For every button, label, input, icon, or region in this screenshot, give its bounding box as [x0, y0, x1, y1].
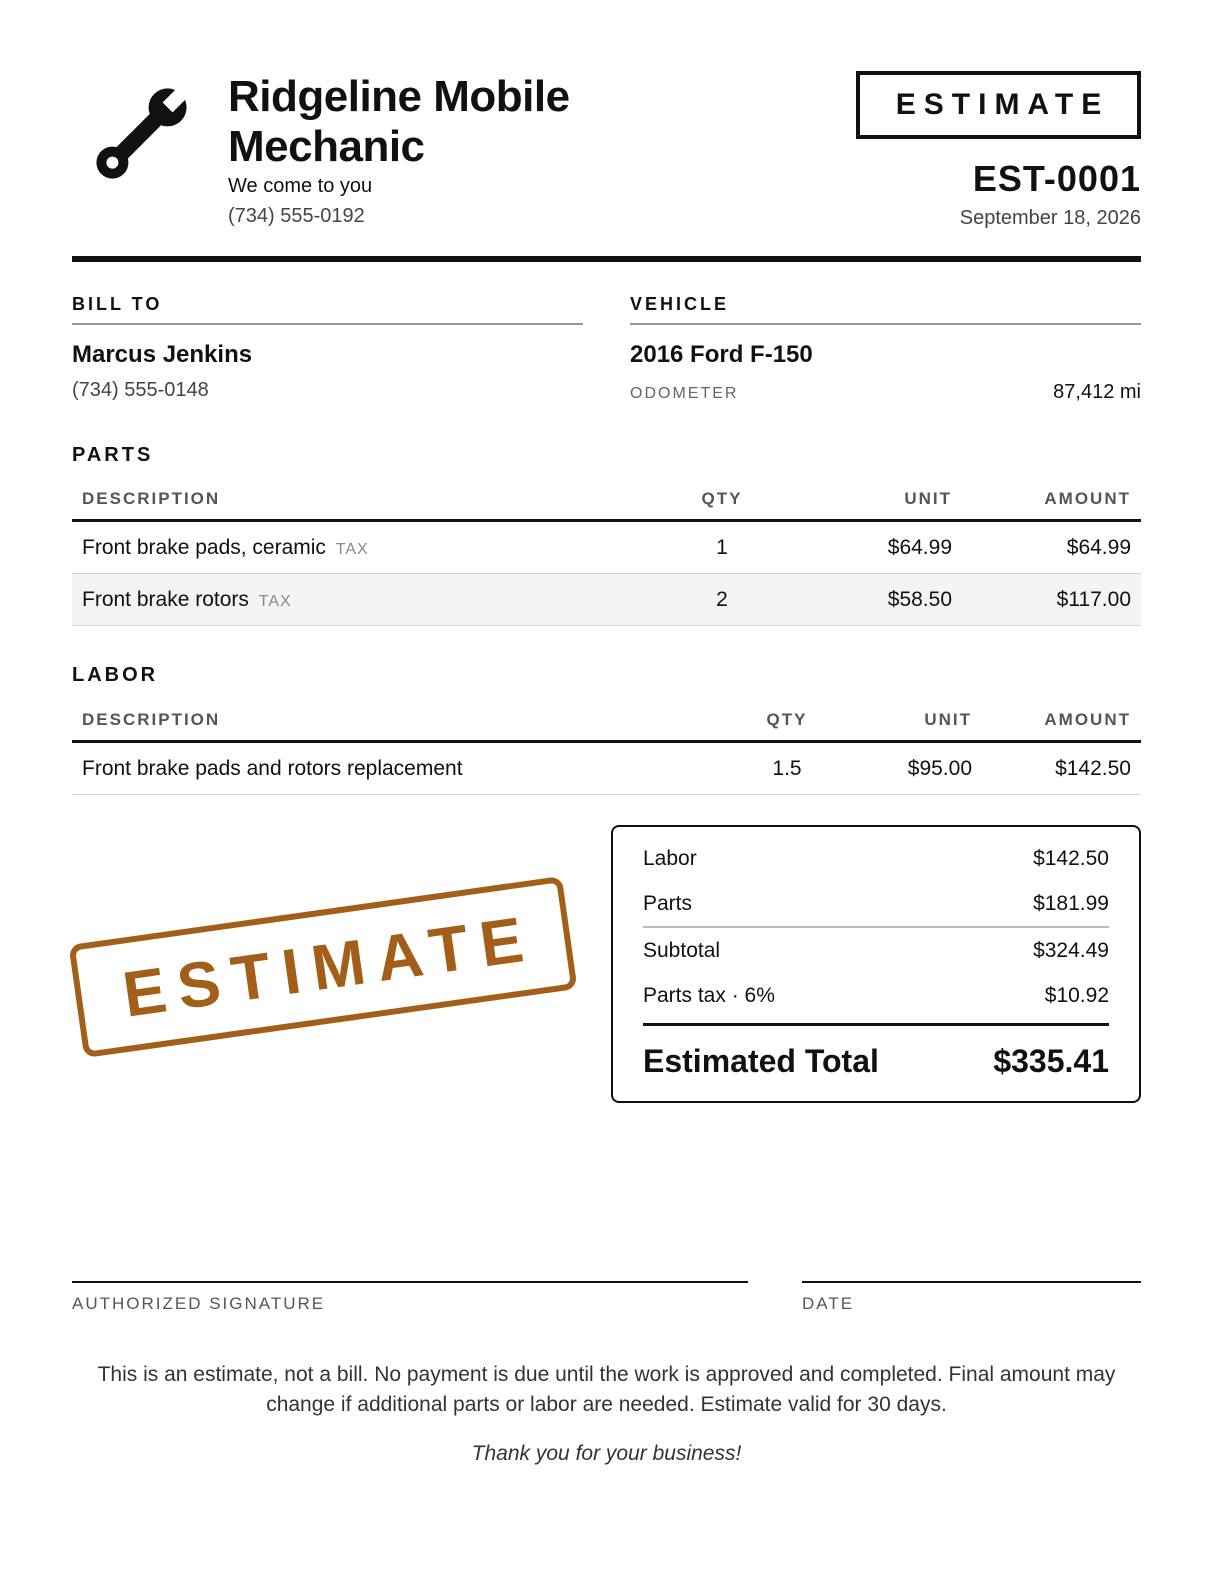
subtotal-row: [643, 939, 1109, 963]
tax-tag: TAX: [335, 540, 369, 558]
bill-to-heading: BILL TO: [72, 294, 583, 325]
table-row: [72, 521, 1141, 574]
grand-total-divider: [643, 1023, 1109, 1026]
grand-total-row: [643, 1043, 1109, 1080]
tax-label: Parts tax · 6%: [643, 984, 775, 1007]
customer-name: Marcus Jenkins: [72, 341, 253, 368]
document-type-label: ESTIMATE: [895, 88, 1110, 121]
estimate-stamp: [68, 876, 577, 1058]
table-row: [72, 742, 1141, 795]
tax-row: [643, 984, 1109, 1008]
subtotal-value: $324.49: [1033, 939, 1109, 962]
part-amount: $117.00: [962, 574, 1141, 626]
parts-header-row: [72, 489, 1141, 521]
labor-description: Front brake pads and rotors replacement: [72, 742, 722, 795]
subtotal-label: Subtotal: [643, 939, 721, 962]
part-qty: 2: [632, 574, 812, 626]
labor-unit-price: $95.00: [852, 742, 982, 795]
labor-col-unit: UNIT: [852, 710, 982, 742]
labor-col-qty: QTY: [722, 710, 852, 742]
totals-divider: [643, 926, 1109, 928]
parts-total-value: $181.99: [1033, 892, 1109, 915]
estimate-number: EST-0001: [972, 158, 1141, 199]
estimate-page: [72, 0, 1141, 1584]
header-divider: [72, 256, 1141, 262]
parts-title: PARTS: [72, 444, 154, 466]
document-type-box: [856, 71, 1141, 139]
parts-total-label: Parts: [643, 892, 693, 915]
customer-phone: (734) 555-0148: [72, 379, 209, 401]
parts-col-qty: QTY: [632, 489, 812, 521]
table-row: [72, 574, 1141, 626]
estimate-date: September 18, 2026: [959, 207, 1141, 229]
labor-qty: 1.5: [722, 742, 852, 795]
grand-total-label: Estimated Total: [643, 1043, 879, 1079]
company-tagline: We come to you: [228, 175, 373, 197]
date-line: [802, 1281, 1141, 1283]
parts-total-row: [643, 892, 1109, 916]
labor-amount: $142.50: [982, 742, 1141, 795]
tax-value: $10.92: [1044, 984, 1109, 1007]
parts-col-unit: UNIT: [812, 489, 962, 521]
company-phone: (734) 555-0192: [228, 205, 365, 227]
part-description: Front brake pads, ceramic TAX: [72, 521, 632, 574]
odometer-value: 87,412 mi: [1053, 381, 1141, 403]
thank-you-note: Thank you for your business!: [471, 1442, 742, 1465]
signature-line: [72, 1281, 748, 1283]
totals-box: [611, 825, 1141, 1103]
estimate-disclaimer: This is an estimate, not a bill. No payment is due until the work is approved and completed. Final amount may change if additional parts or labor are needed. Estimate valid for 30 days.: [97, 1363, 1116, 1416]
grand-total-value: $335.41: [993, 1043, 1109, 1079]
labor-total-row: [643, 847, 1109, 871]
vehicle-section: [630, 294, 1141, 404]
part-qty: 1: [632, 521, 812, 574]
part-unit-price: $64.99: [812, 521, 962, 574]
vehicle-heading: VEHICLE: [630, 294, 1141, 325]
labor-table: [72, 710, 1141, 795]
odometer-row: [630, 381, 1141, 404]
labor-header-row: [72, 710, 1141, 742]
labor-col-amount: AMOUNT: [982, 710, 1141, 742]
labor-total-value: $142.50: [1033, 847, 1109, 870]
bill-to-section: [72, 294, 583, 402]
vehicle-name: 2016 Ford F-150: [630, 341, 813, 368]
stamp-text: ESTIMATE: [118, 901, 540, 1031]
parts-col-description: DESCRIPTION: [72, 489, 632, 521]
wrench-icon: [80, 80, 200, 190]
odometer-label: ODOMETER: [630, 385, 739, 402]
company-name: Ridgeline Mobile Mechanic: [228, 72, 570, 171]
part-description: Front brake rotors TAX: [72, 574, 632, 626]
part-unit-price: $58.50: [812, 574, 962, 626]
labor-title: LABOR: [72, 664, 159, 686]
parts-col-amount: AMOUNT: [962, 489, 1141, 521]
labor-col-description: DESCRIPTION: [72, 710, 722, 742]
part-amount: $64.99: [962, 521, 1141, 574]
signature-label: AUTHORIZED SIGNATURE: [72, 1294, 326, 1313]
date-label: DATE: [802, 1294, 855, 1313]
parts-table: [72, 489, 1141, 626]
labor-total-label: Labor: [643, 847, 697, 870]
tax-tag: TAX: [258, 592, 292, 610]
